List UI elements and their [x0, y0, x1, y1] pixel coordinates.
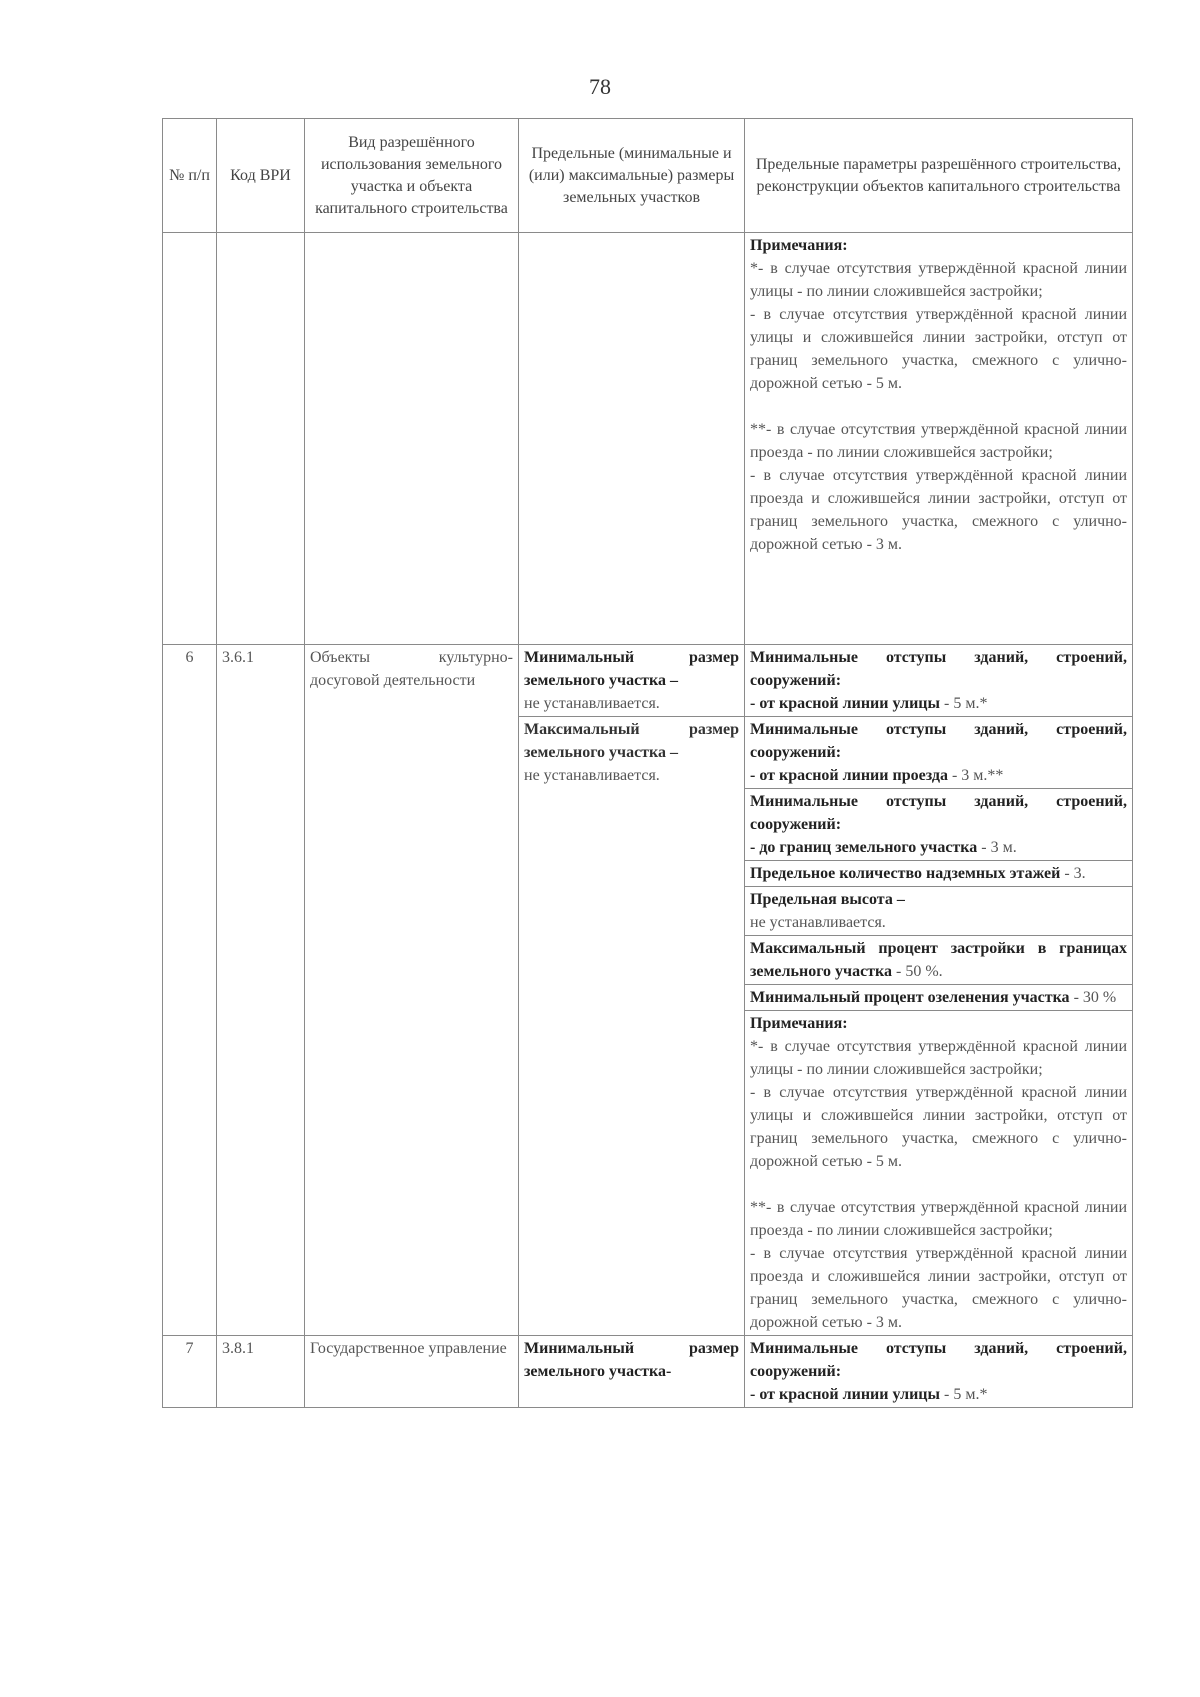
min-size-cell [519, 645, 745, 717]
notes-cell [745, 1011, 1133, 1336]
note-paragraph: *- в случае отсутствия утверждённой красной линии улицы - по линии сложившейся застройки; [750, 1038, 1127, 1078]
cont-sizes-cell [519, 233, 745, 645]
row-num: 6 [163, 645, 217, 1336]
param-tail: - 3. [1060, 865, 1086, 882]
row-code: 3.6.1 [217, 645, 305, 1336]
note-paragraph: - в случае отсутствия утверждённой красной линии улицы и сложившейся линии застройки, отступ от границ земельного участка, смежного с улично-дорожной сетью - 5 м. [750, 1084, 1127, 1170]
header-params: Предельные параметры разрешённого строительства, реконструкции объектов капитального строительства [745, 119, 1133, 233]
cont-type-cell [305, 233, 519, 645]
row-type: Государственное управление [305, 1336, 519, 1408]
param-value: не устанавливается. [750, 914, 886, 931]
header-num: № п/п [163, 119, 217, 233]
note-paragraph: - в случае отсутствия утверждённой красной линии проезда и сложившейся линии застройки, отступ от границ земельного участка, смежного с улично-дорожной сетью - 3 м. [750, 1245, 1127, 1331]
param-value: - от красной линии проезда [750, 767, 948, 784]
param-cell [745, 789, 1133, 861]
param-cell [745, 887, 1133, 936]
page-number: 78 [589, 74, 611, 99]
param-tail: - 5 м.* [940, 695, 988, 712]
regulations-table [162, 118, 1133, 1408]
min-size-cell [519, 1336, 745, 1408]
param-label: Минимальные отступы зданий, строений, сооружений: [750, 1340, 1127, 1380]
row-type: Объекты культурно-досуговой деятельности [305, 645, 519, 1336]
table-row [163, 1336, 1133, 1408]
max-size-cell [519, 717, 745, 1336]
param-label: Предельная высота – [750, 891, 905, 908]
param-cell [745, 717, 1133, 789]
param-cell [745, 645, 1133, 717]
header-type: Вид разрешённого использования земельного участка и объекта капитального строительства [305, 119, 519, 233]
row-num: 7 [163, 1336, 217, 1408]
param-value: - от красной линии улицы [750, 695, 940, 712]
param-cell [745, 936, 1133, 985]
table-row [163, 645, 1133, 717]
note-paragraph: *- в случае отсутствия утверждённой красной линии улицы - по линии сложившейся застройки; [750, 260, 1127, 300]
param-value: - от красной линии улицы [750, 1386, 940, 1403]
param-value: - до границ земельного участка [750, 839, 978, 856]
min-size-label: Минимальный размер земельного участка- [524, 1340, 739, 1380]
note-paragraph: - в случае отсутствия утверждённой красной линии улицы и сложившейся линии застройки, отступ от границ земельного участка, смежного с улично-дорожной сетью - 5 м. [750, 306, 1127, 392]
param-tail: - 5 м.* [940, 1386, 988, 1403]
notes-title: Примечания: [750, 237, 848, 254]
param-cell [745, 1336, 1133, 1408]
param-label: Предельное количество надземных этажей [750, 865, 1061, 882]
param-cell [745, 985, 1133, 1011]
note-paragraph: - в случае отсутствия утверждённой красной линии проезда и сложившейся линии застройки, отступ от границ земельного участка, смежного с улично-дорожной сетью - 3 м. [750, 467, 1127, 553]
param-label: Минимальный процент озеленения участка [750, 989, 1070, 1006]
header-sizes: Предельные (минимальные и (или) максимальные) размеры земельных участков [519, 119, 745, 233]
param-tail: - 30 % [1069, 989, 1117, 1006]
min-size-label: Минимальный размер земельного участка – [524, 649, 739, 689]
param-label: Минимальные отступы зданий, строений, сооружений: [750, 793, 1127, 833]
cont-code-cell [217, 233, 305, 645]
note-paragraph: **- в случае отсутствия утверждённой красной линии проезда - по линии сложившейся застройки; [750, 421, 1127, 461]
note-paragraph: **- в случае отсутствия утверждённой красной линии проезда - по линии сложившейся застройки; [750, 1199, 1127, 1239]
cont-notes-cell [745, 233, 1133, 645]
header-code: Код ВРИ [217, 119, 305, 233]
param-cell [745, 861, 1133, 887]
notes-title: Примечания: [750, 1015, 848, 1032]
param-label: Минимальные отступы зданий, строений, сооружений: [750, 649, 1127, 689]
cont-num-cell [163, 233, 217, 645]
continuation-row [163, 233, 1133, 645]
max-size-label: Максимальный размер земельного участка – [524, 721, 739, 761]
max-size-value: не устанавливается. [524, 767, 660, 784]
min-size-value: не устанавливается. [524, 695, 660, 712]
param-label: Максимальный процент застройки в границах земельного участка [750, 940, 1127, 980]
param-tail: - 3 м. [977, 839, 1017, 856]
header-row [163, 119, 1133, 233]
param-label: Минимальные отступы зданий, строений, сооружений: [750, 721, 1127, 761]
row-code: 3.8.1 [217, 1336, 305, 1408]
param-tail: - 50 %. [892, 963, 943, 980]
param-tail: - 3 м.** [947, 767, 1004, 784]
